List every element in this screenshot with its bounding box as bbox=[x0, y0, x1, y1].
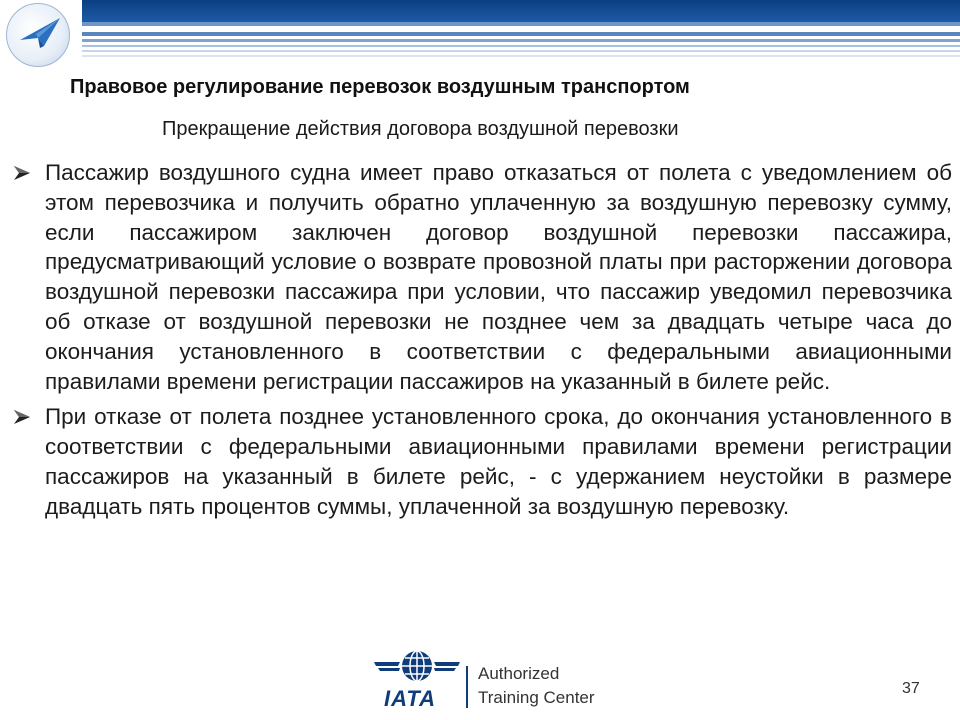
footer-divider bbox=[466, 666, 468, 708]
slide-title: Правовое регулирование перевозок воздушным транспортом bbox=[70, 76, 690, 98]
list-item bbox=[12, 158, 952, 396]
slide-content bbox=[12, 158, 952, 528]
iata-logo-text: IATA bbox=[384, 686, 437, 711]
slide-subtitle: Прекращение действия договора воздушной перевозки bbox=[162, 118, 679, 140]
header-stripe bbox=[82, 55, 960, 57]
iata-globe-icon bbox=[372, 648, 462, 688]
arrow-bullet-icon bbox=[12, 164, 34, 182]
footer-tagline-line1: Authorized bbox=[478, 664, 560, 683]
footer-logo bbox=[372, 648, 602, 714]
bullet-text: Пассажир воздушного судна имеет право отказаться от полета с уведомлением об этом перевозчика и получить обратно уплаченную за воздушную перевозку сумму, если пассажиром заключен договор воздушной перевозки пассажира, предусматривающий условие о возврате провозной платы при расторжении договора воздушной перевозки пассажира при условии, что пассажир уведомил перевозчика об отказе от воздушной перевозки не позднее чем за двадцать четыре часа до окончания установленного в соответствии с федеральными авиационными правилами времени регистрации пассажиров на указанный в билете рейс. bbox=[45, 160, 952, 394]
header-logo bbox=[0, 0, 82, 70]
list-item bbox=[12, 402, 952, 521]
bullet-text: При отказе от полета позднее установленного срока, до окончания установленного в соответствии с федеральными авиационными правилами времени регистрации пассажиров на указанный в билете рейс, - с удержанием неустойки в размере двадцать пять процентов суммы, уплаченной за воздушную перевозку. bbox=[45, 404, 952, 519]
page-number: 37 bbox=[902, 680, 920, 697]
arrow-bullet-icon bbox=[12, 408, 34, 426]
header-band-top bbox=[82, 0, 960, 22]
paper-plane-icon bbox=[0, 0, 82, 70]
header-band bbox=[82, 0, 960, 70]
footer-tagline-line2: Training Center bbox=[478, 688, 595, 707]
